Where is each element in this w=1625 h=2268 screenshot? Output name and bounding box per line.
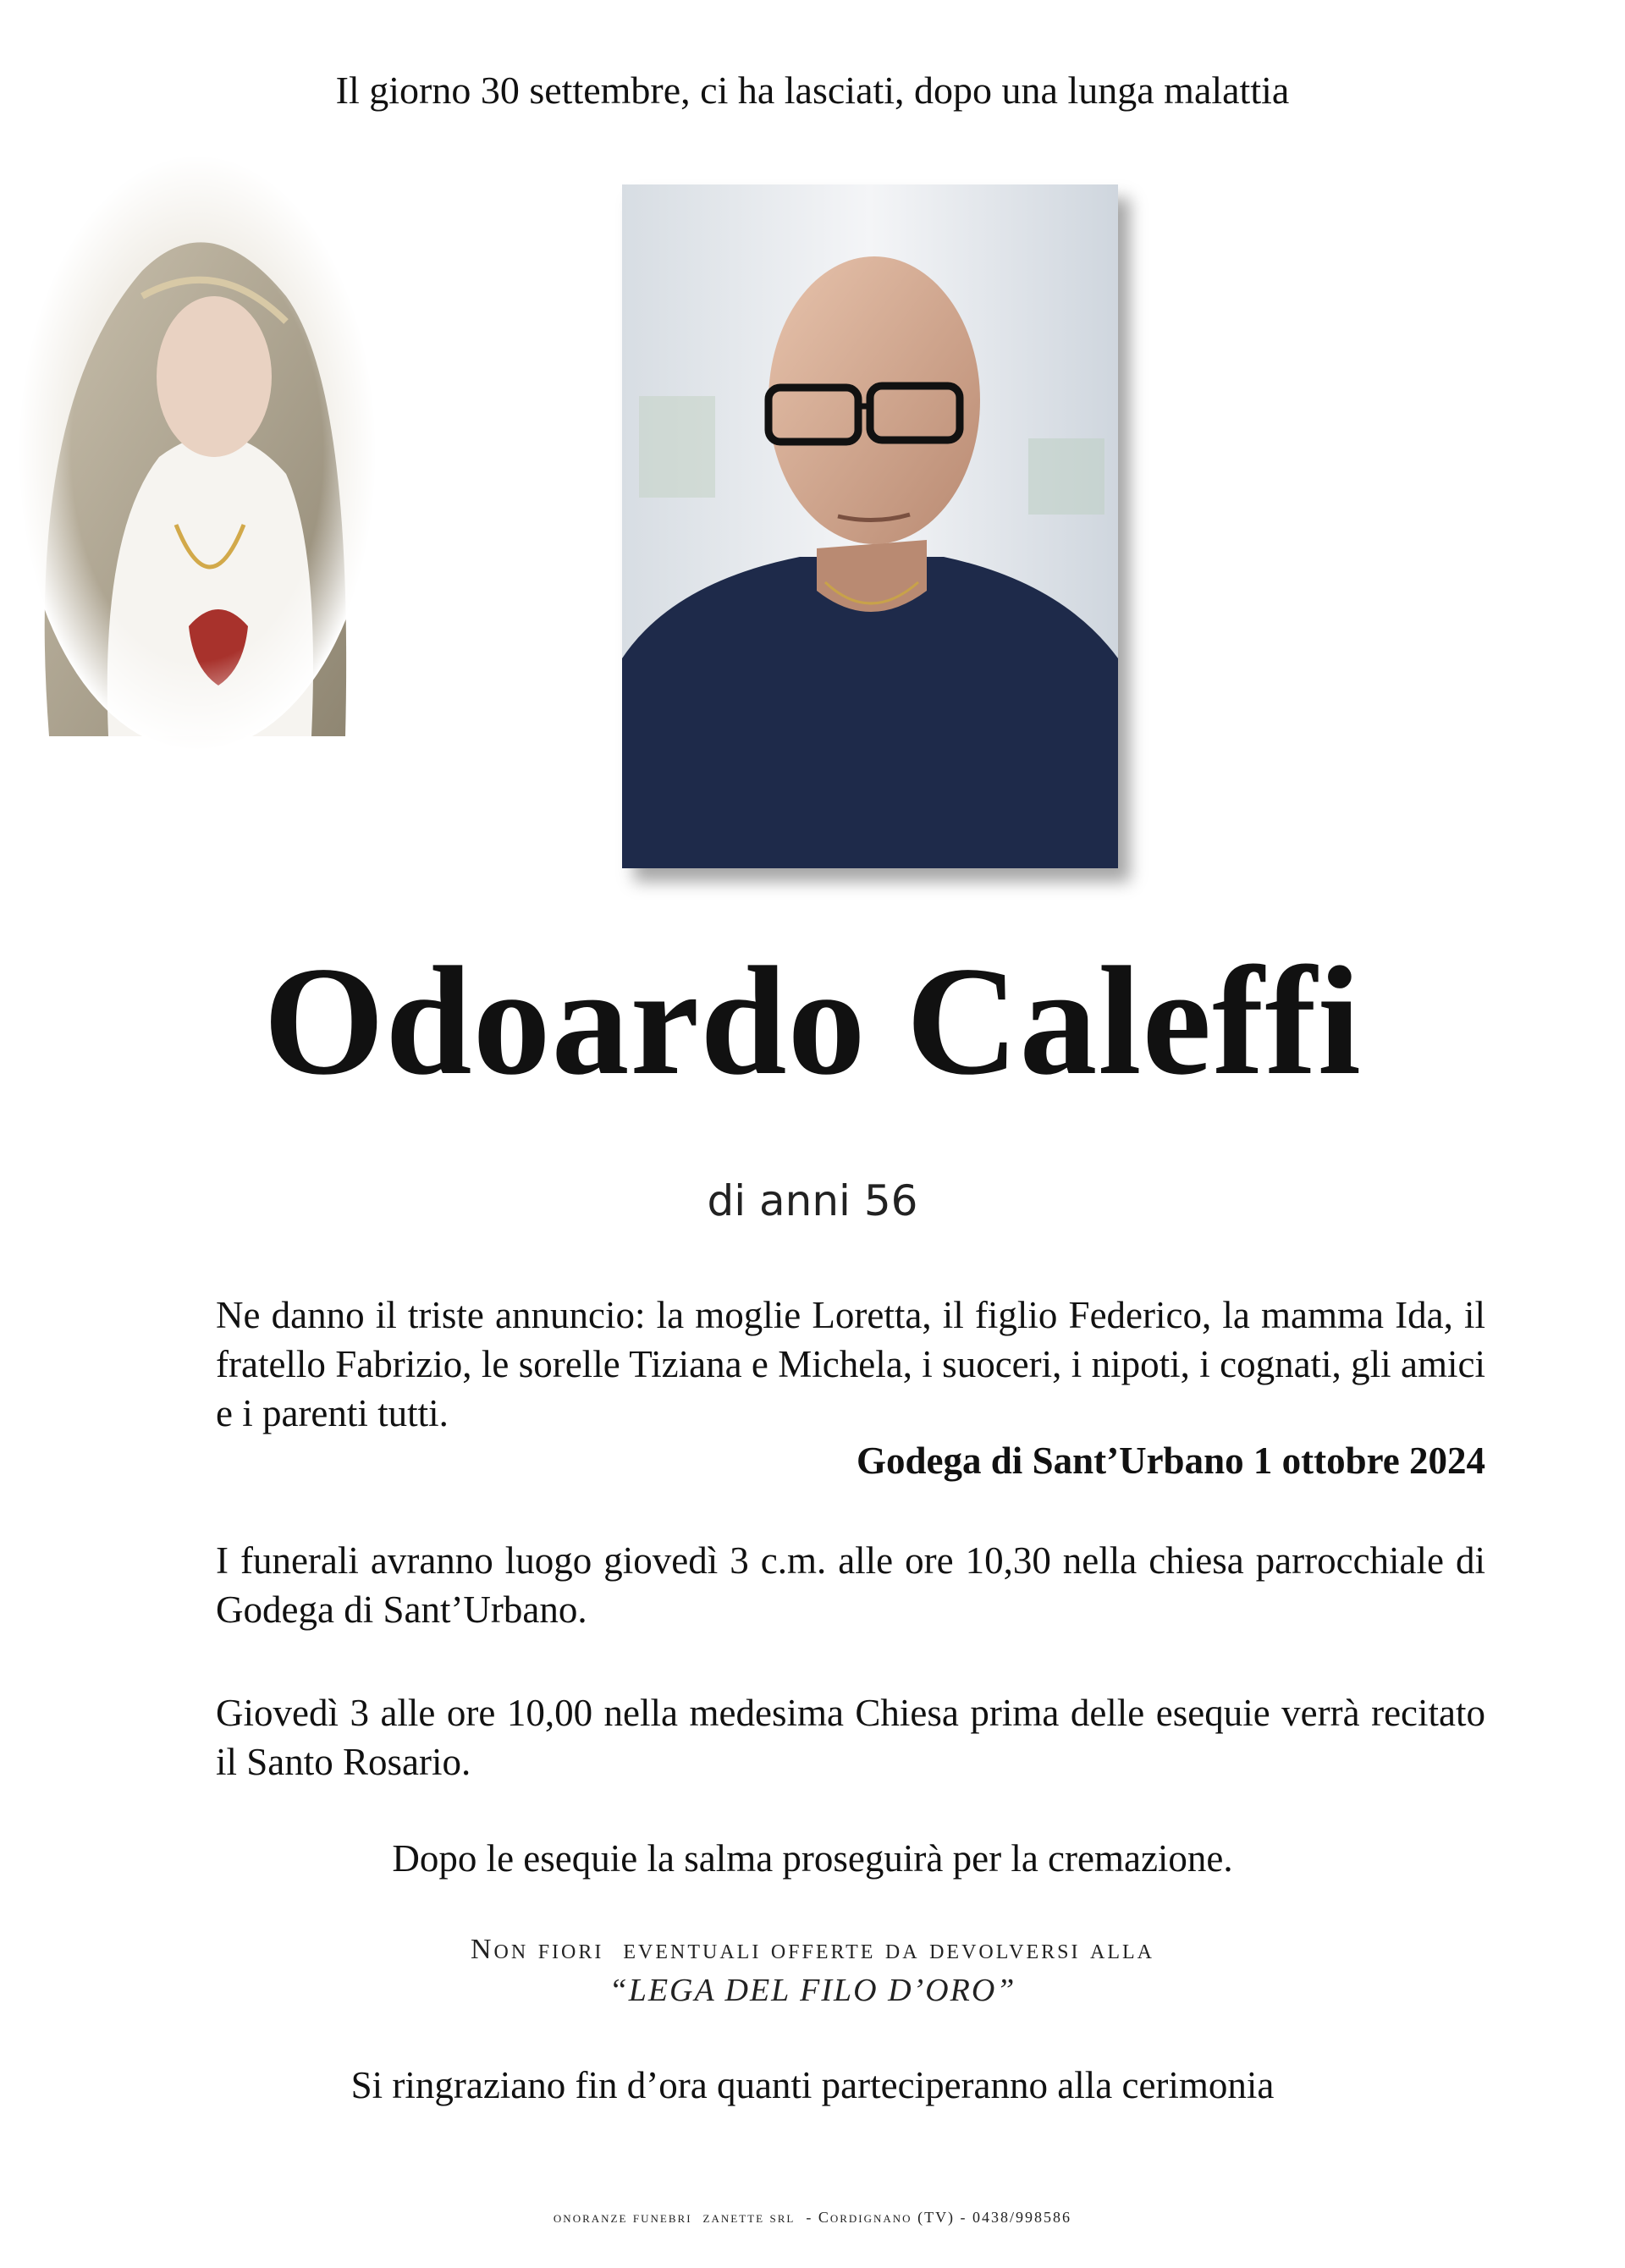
no-flowers-line: Non fiori eventuali offerte da devolversi alla [470, 1934, 1155, 1965]
intro-line: Il giorno 30 settembre, ci ha lasciati, dopo una lunga malattia [335, 69, 1290, 112]
rosary-paragraph: Giovedì 3 alle ore 10,00 nella medesima Chiesa prima delle esequie verrà recitato il Santo Rosario. [216, 1692, 1485, 1783]
thanks-line: Si ringraziano fin d’ora quanti parteciperanno alla cerimonia [350, 2064, 1275, 2106]
funeral-paragraph: I funerali avranno luogo giovedì 3 c.m. alle ore 10,30 nella chiesa parrocchiale di Godega di Sant’Urbano. [216, 1539, 1485, 1631]
portrait-photo [622, 184, 1118, 868]
madonna-image [15, 152, 379, 753]
cremation-line: Dopo le esequie la salma proseguirà per la cremazione. [392, 1837, 1233, 1880]
charity-name: “LEGA DEL FILO D’ORO” [609, 1973, 1016, 2008]
announcement-paragraph: Ne danno il triste annuncio: la moglie Loretta, il figlio Federico, la mamma Ida, il fratello Fabrizio, le sorelle Tiziana e Michela, i suoceri, i nipoti, i cognati, gli amici e i parenti tutti. [216, 1294, 1485, 1434]
age-line: di anni 56 [707, 1176, 918, 1225]
deceased-name: Odoardo Caleffi [263, 934, 1362, 1107]
place-date: Godega di Sant’Urbano 1 ottobre 2024 [857, 1440, 1485, 1482]
footer-credit: onoranze funebri zanette srl - Cordignano (TV) - 0438/998586 [553, 2209, 1072, 2226]
